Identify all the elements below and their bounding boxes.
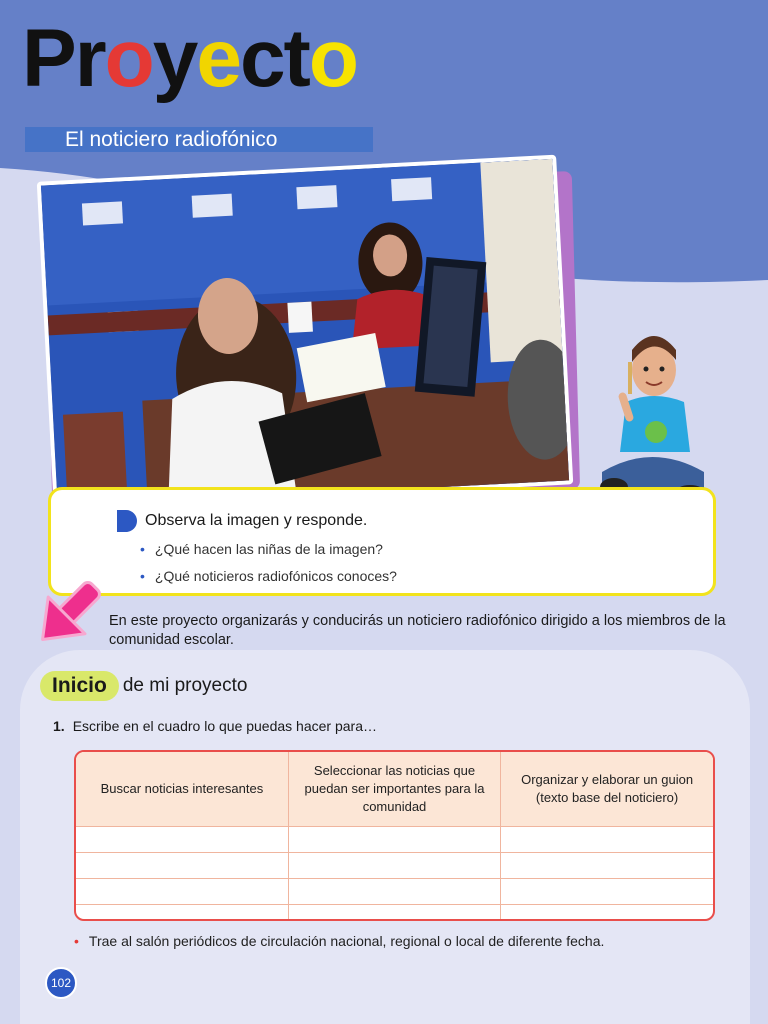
question-item: • ¿Qué noticieros radiofónicos conoces?	[140, 568, 397, 584]
table-cell[interactable]	[288, 853, 500, 879]
project-subtitle: El noticiero radiofónico	[25, 127, 373, 152]
section-marker-icon	[117, 510, 137, 532]
question-item: • ¿Qué hacen las niñas de la imagen?	[140, 541, 383, 557]
table-row	[76, 827, 713, 853]
table-cell[interactable]	[76, 853, 288, 879]
title-letter: c	[239, 13, 284, 104]
radio-station-photo	[37, 155, 574, 512]
table-cell[interactable]	[288, 827, 500, 853]
page-number: 102	[45, 967, 77, 999]
project-intro: En este proyecto organizarás y conducirás un noticiero radiofónico dirigido a los miembros de la comunidad escolar.	[109, 613, 726, 648]
title-letter: P	[22, 13, 75, 104]
bullet-icon: •	[140, 541, 145, 557]
pink-arrow-icon	[28, 574, 108, 654]
table-row	[76, 879, 713, 905]
questions-heading	[117, 510, 367, 532]
step-number: 1.	[53, 718, 65, 734]
homework-note	[74, 933, 604, 949]
table-cell[interactable]	[288, 905, 500, 922]
table-cell[interactable]	[76, 879, 288, 905]
title-letter: e	[196, 13, 240, 104]
step-text: Escribe en el cuadro lo que puedas hacer para…	[72, 718, 377, 734]
inicio-pill: Inicio	[40, 671, 119, 701]
table-header-cell: Organizar y elaborar un guion (texto base del noticiero)	[501, 752, 713, 827]
table-cell[interactable]	[288, 879, 500, 905]
section-heading-rest: de mi proyecto	[122, 675, 248, 696]
title-letter: r	[74, 13, 105, 104]
title-letter: t	[283, 13, 309, 104]
table-cell[interactable]	[501, 879, 713, 905]
red-bullet-icon: •	[74, 933, 79, 949]
page-title	[22, 13, 357, 104]
section-heading	[40, 671, 247, 701]
questions-heading-text: Observa la imagen y responde.	[145, 512, 368, 529]
title-letter: y	[152, 13, 197, 104]
title-letter: o	[104, 13, 153, 104]
bullet-icon: •	[140, 568, 145, 584]
table-row	[76, 853, 713, 879]
table-cell[interactable]	[501, 827, 713, 853]
title-letter: o	[308, 13, 357, 104]
table-header-cell: Buscar noticias interesantes	[76, 752, 288, 827]
table-header-cell: Seleccionar las noticias que puedan ser importantes para la comunidad	[288, 752, 500, 827]
table-cell[interactable]	[76, 905, 288, 922]
table-cell[interactable]	[501, 905, 713, 922]
homework-note-text: Trae al salón periódicos de circulación nacional, regional o local de diferente fecha.	[88, 933, 605, 949]
table-cell[interactable]	[76, 827, 288, 853]
table-row	[76, 905, 713, 922]
step-instruction	[53, 718, 377, 734]
planning-table	[74, 750, 715, 921]
table-cell[interactable]	[501, 853, 713, 879]
